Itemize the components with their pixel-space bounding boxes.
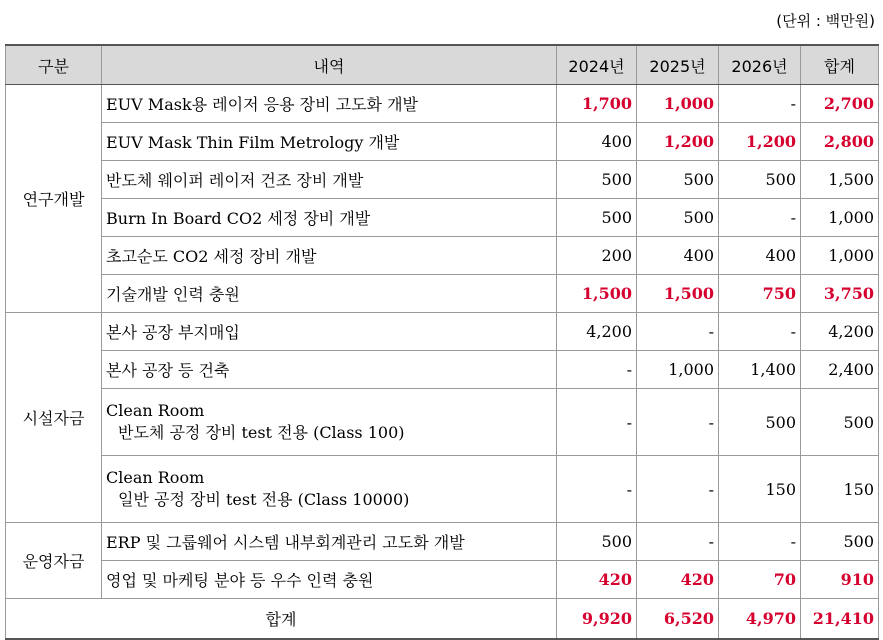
value-2025: 1,500 xyxy=(637,275,719,313)
category-cell: 운영자금 xyxy=(6,523,102,599)
total-2026: 4,970 xyxy=(719,599,801,640)
item-cell xyxy=(102,199,557,237)
item-cell xyxy=(102,389,557,456)
value-2024: - xyxy=(557,351,637,389)
value-2026: 750 xyxy=(719,275,801,313)
table-row xyxy=(6,237,879,275)
value-total: 150 xyxy=(801,456,879,523)
header-item: 내역 xyxy=(102,45,557,85)
value-2025: 500 xyxy=(637,199,719,237)
table-row xyxy=(6,313,879,351)
table-row xyxy=(6,561,879,599)
value-2024: 400 xyxy=(557,123,637,161)
total-label: 합계 xyxy=(6,599,557,640)
value-2026: - xyxy=(719,313,801,351)
item-label: EUV Mask Thin Film Metrology 개발 xyxy=(106,133,400,152)
header-total: 합계 xyxy=(801,45,879,85)
item-label: 반도체 웨이퍼 레이저 건조 장비 개발 xyxy=(106,171,364,190)
value-2026: - xyxy=(719,523,801,561)
item-label: Clean Room xyxy=(106,401,205,420)
item-cell xyxy=(102,456,557,523)
value-2025: 1,200 xyxy=(637,123,719,161)
value-2024: 500 xyxy=(557,523,637,561)
value-2025: 420 xyxy=(637,561,719,599)
value-2026: 1,400 xyxy=(719,351,801,389)
item-cell xyxy=(102,237,557,275)
header-2026: 2026년 xyxy=(719,45,801,85)
table-row xyxy=(6,456,879,523)
item-label: 본사 공장 부지매입 xyxy=(106,323,240,342)
value-2026: - xyxy=(719,199,801,237)
table-row xyxy=(6,389,879,456)
item-label: Clean Room xyxy=(106,468,205,487)
value-total: 1,000 xyxy=(801,199,879,237)
item-cell xyxy=(102,275,557,313)
value-2026: 500 xyxy=(719,389,801,456)
value-total: 1,000 xyxy=(801,237,879,275)
table-row xyxy=(6,161,879,199)
item-cell xyxy=(102,161,557,199)
header-row xyxy=(6,45,879,85)
value-2024: 4,200 xyxy=(557,313,637,351)
value-total: 1,500 xyxy=(801,161,879,199)
category-cell: 시설자금 xyxy=(6,313,102,523)
value-2025: - xyxy=(637,456,719,523)
value-total: 2,700 xyxy=(801,85,879,123)
value-total: 500 xyxy=(801,523,879,561)
item-cell xyxy=(102,351,557,389)
value-2025: 400 xyxy=(637,237,719,275)
value-total: 3,750 xyxy=(801,275,879,313)
table-row xyxy=(6,199,879,237)
value-2026: 70 xyxy=(719,561,801,599)
item-label: Burn In Board CO2 세정 장비 개발 xyxy=(106,209,371,228)
table-row xyxy=(6,85,879,123)
item-cell xyxy=(102,561,557,599)
value-total: 2,800 xyxy=(801,123,879,161)
unit-note: (단위 : 백만원) xyxy=(776,12,875,30)
budget-table xyxy=(5,44,879,640)
value-2024: - xyxy=(557,389,637,456)
category-cell: 연구개발 xyxy=(6,85,102,313)
item-label: 초고순도 CO2 세정 장비 개발 xyxy=(106,247,317,266)
table-body xyxy=(6,85,879,640)
value-2024: 200 xyxy=(557,237,637,275)
value-2026: 150 xyxy=(719,456,801,523)
value-2024: 500 xyxy=(557,161,637,199)
value-2025: 1,000 xyxy=(637,351,719,389)
value-2026: 1,200 xyxy=(719,123,801,161)
item-label: 기술개발 인력 충원 xyxy=(106,285,240,304)
total-2025: 6,520 xyxy=(637,599,719,640)
value-2025: 500 xyxy=(637,161,719,199)
item-cell xyxy=(102,313,557,351)
item-cell xyxy=(102,523,557,561)
item-label: EUV Mask용 레이저 응용 장비 고도화 개발 xyxy=(106,95,418,114)
value-2026: 400 xyxy=(719,237,801,275)
table-row xyxy=(6,351,879,389)
value-total: 2,400 xyxy=(801,351,879,389)
table-row xyxy=(6,275,879,313)
item-cell xyxy=(102,85,557,123)
header-2024: 2024년 xyxy=(557,45,637,85)
table-row xyxy=(6,523,879,561)
item-label: 본사 공장 등 건축 xyxy=(106,361,230,380)
value-total: 4,200 xyxy=(801,313,879,351)
item-cell xyxy=(102,123,557,161)
total-row xyxy=(6,599,879,640)
value-2024: - xyxy=(557,456,637,523)
header-category: 구분 xyxy=(6,45,102,85)
value-2025: - xyxy=(637,389,719,456)
value-total: 910 xyxy=(801,561,879,599)
value-2026: - xyxy=(719,85,801,123)
value-2025: - xyxy=(637,523,719,561)
value-2024: 420 xyxy=(557,561,637,599)
value-2024: 500 xyxy=(557,199,637,237)
item-label: ERP 및 그룹웨어 시스템 내부회계관리 고도화 개발 xyxy=(106,533,465,552)
value-total: 500 xyxy=(801,389,879,456)
value-2025: - xyxy=(637,313,719,351)
grand-total: 21,410 xyxy=(801,599,879,640)
item-label: 영업 및 마케팅 분야 등 우수 인력 충원 xyxy=(106,571,374,590)
total-2024: 9,920 xyxy=(557,599,637,640)
value-2026: 500 xyxy=(719,161,801,199)
value-2025: 1,000 xyxy=(637,85,719,123)
value-2024: 1,500 xyxy=(557,275,637,313)
item-label-line2: 반도체 공정 장비 test 전용 (Class 100) xyxy=(118,423,405,442)
header-2025: 2025년 xyxy=(637,45,719,85)
table-row xyxy=(6,123,879,161)
value-2024: 1,700 xyxy=(557,85,637,123)
item-label-line2: 일반 공정 장비 test 전용 (Class 10000) xyxy=(118,490,410,509)
